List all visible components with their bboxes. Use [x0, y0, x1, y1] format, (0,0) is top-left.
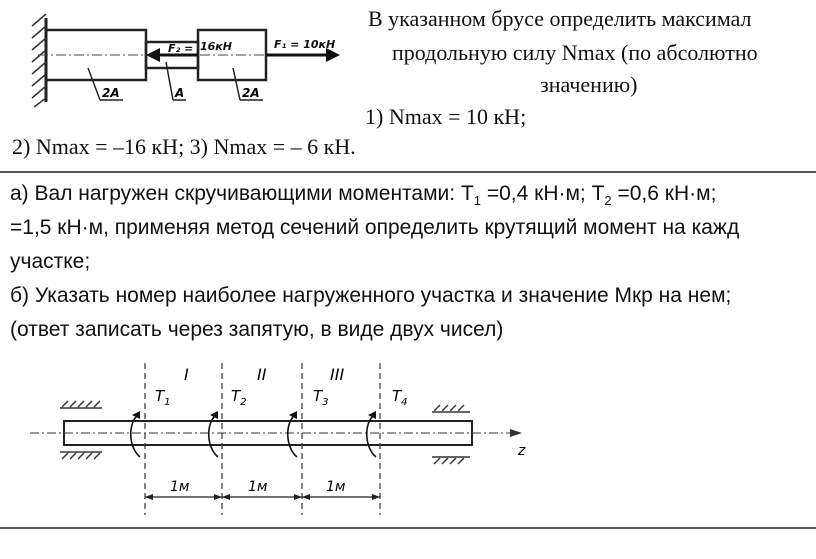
area-right-label: 2A — [242, 86, 260, 100]
bottom-divider — [0, 527, 816, 529]
task2-line1: а) Вал нагружен скручивающими моментами: $T_1 =0,4$ кН·м; $T_2 =0,6$ кН·м; — [10, 182, 717, 209]
section-label-2: II — [257, 365, 267, 384]
task2-line4: б) Указать номер наиболее нагруженного участка и значение Мкр на нем; — [10, 284, 732, 307]
section-label-1: I — [184, 365, 189, 384]
bar-tension-diagram — [28, 10, 348, 110]
task1-question-line2: продольную силу Nmax (по абсолютно — [392, 40, 758, 65]
span-label-1: 1м — [170, 479, 190, 495]
moment-label-t3: $T_3$ — [313, 387, 329, 408]
area-left-label: 2A — [102, 86, 120, 100]
task1-option1: 1) Nmax = 10 кН; — [365, 104, 527, 129]
task1-question-line3: значению) — [540, 72, 638, 97]
section-label-3: III — [330, 365, 345, 384]
z-axis-label: z — [518, 443, 526, 459]
moment-label-t1: $T_1$ — [155, 387, 171, 408]
task1-question-line1: В указанном брусе определить максимал — [368, 6, 752, 31]
span-label-2: 1м — [248, 479, 268, 495]
wall-hatching — [32, 14, 46, 107]
force-f1-label: F₁ = 10кН — [274, 38, 336, 51]
area-middle-label: A — [175, 86, 185, 100]
task2-line3: участке; — [10, 250, 91, 273]
left-support-hatching — [60, 401, 102, 459]
task2-line5: (ответ записать через запятую, в виде двух чисел) — [10, 318, 504, 341]
moment-label-t4: $T_4$ — [392, 387, 408, 408]
task2-line2: =1,5 кН·м, применяя метод сечений определить крутящий момент на кажд — [10, 216, 740, 239]
right-support-hatching — [432, 405, 470, 464]
moment-label-t2: $T_2$ — [231, 387, 247, 408]
task-divider — [0, 171, 816, 173]
span-label-3: 1м — [326, 479, 346, 495]
task1-options-2-3: 2) Nmax = –16 кН; 3) Nmax = – 6 кН. — [12, 134, 356, 159]
force-f2-label: F₂ = — [168, 42, 194, 55]
shaft-torsion-diagram — [0, 355, 560, 530]
force-f2-value: 16кН — [200, 40, 232, 53]
